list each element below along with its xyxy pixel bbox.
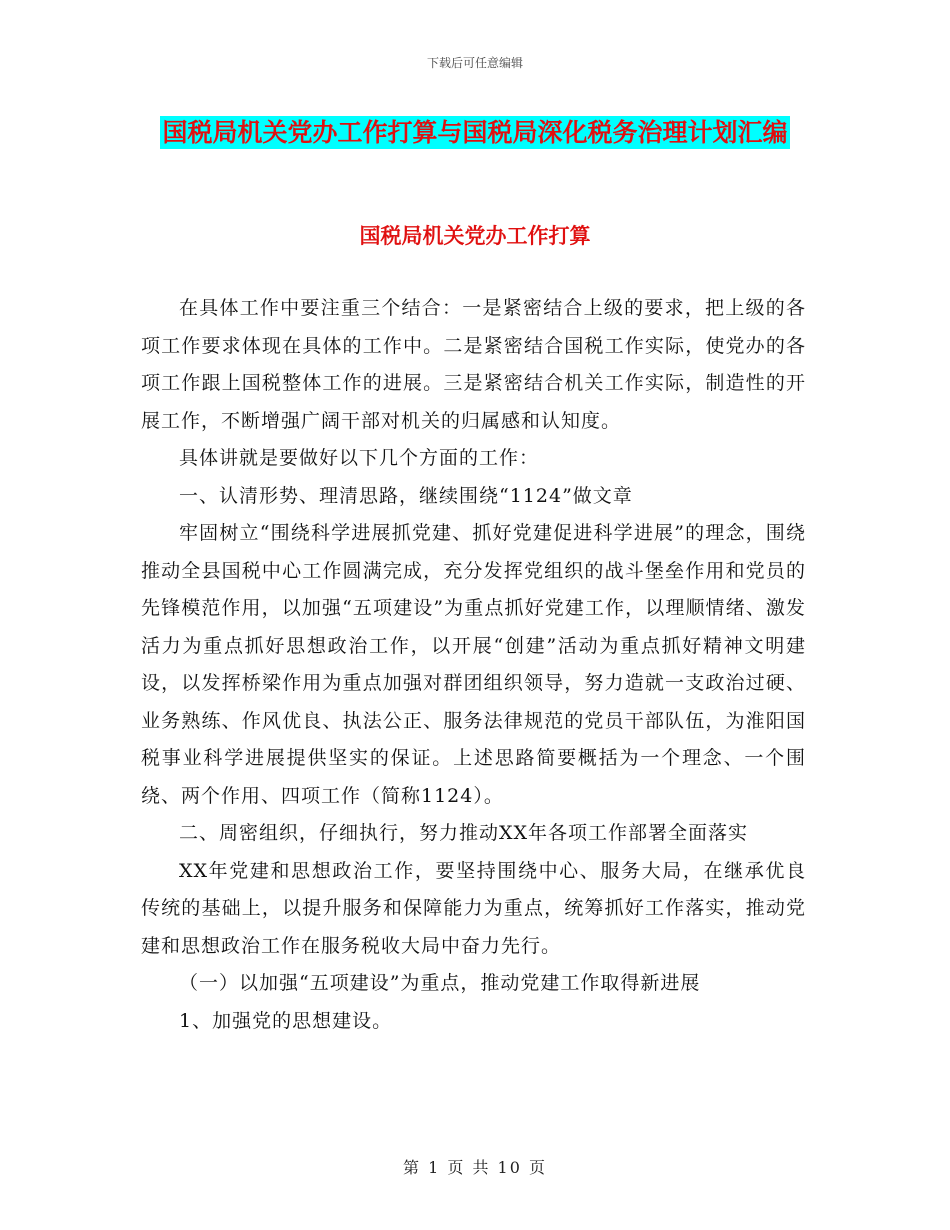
document-title xyxy=(150,108,800,158)
paragraph: 1、加强党的思想建设。 xyxy=(179,1009,393,1032)
paragraph: 具体讲就是要做好以下几个方面的工作： xyxy=(179,447,540,469)
paragraph: 牢固树立“围绕科学进展抓党建、抓好党建促进科学进展”的理念，围绕推动全县国税中心工作圆满完成，充分发挥党组织的战斗堡垒作用和党员的先锋模范作用，以加强“五项建设”为重点抓好党建工作，以理顺情绪、激发活力为重点抓好思想政治工作，以开展“创建”活动为重点抓好精神文明建设，以发挥桥梁作用为重点加强对群团组织领导，努力造就一支政治过硬、业务熟练、作风优良、执法公正、服务法律规范的党员干部队伍，为淮阳国税事业科学进展提供坚实的保证。上述思路简要概括为一个理念、一个围绕、两个作用、四项工作（简称1124）。 xyxy=(141,522,806,807)
body-text xyxy=(141,290,806,1040)
paragraph: 二、周密组织，仔细执行，努力推动XX年各项工作部署全面落实 xyxy=(179,822,749,844)
section-title: 国税局机关党办工作打算 xyxy=(359,224,591,248)
header-note: 下载后可任意编辑 xyxy=(426,56,523,70)
paragraph: （一）以加强“五项建设”为重点，推动党建工作取得新进展 xyxy=(179,972,701,994)
paragraph: 在具体工作中要注重三个结合：一是紧密结合上级的要求，把上级的各项工作要求体现在具体的工作中。二是紧密结合国税工作实际，使党办的各项工作跟上国税整体工作的进展。三是紧密结合机关工作实际，制造性的开展工作，不断增强广阔干部对机关的归属感和认知度。 xyxy=(141,297,806,432)
document-title-text: 国税局机关党办工作打算与国税局深化税务治理计划汇编 xyxy=(162,118,788,147)
paragraph: 一、认清形势、理清思路，继续围绕“1124”做文章 xyxy=(179,484,633,507)
paragraph: XX年党建和思想政治工作，要坚持围绕中心、服务大局，在继承优良传统的基础上，以提升服务和保障能力为重点，统筹抓好工作落实，推动党建和思想政治工作在服务税收大局中奋力先行。 xyxy=(141,859,806,957)
page-footer: 第 1 页 共 10 页 xyxy=(403,1158,547,1177)
